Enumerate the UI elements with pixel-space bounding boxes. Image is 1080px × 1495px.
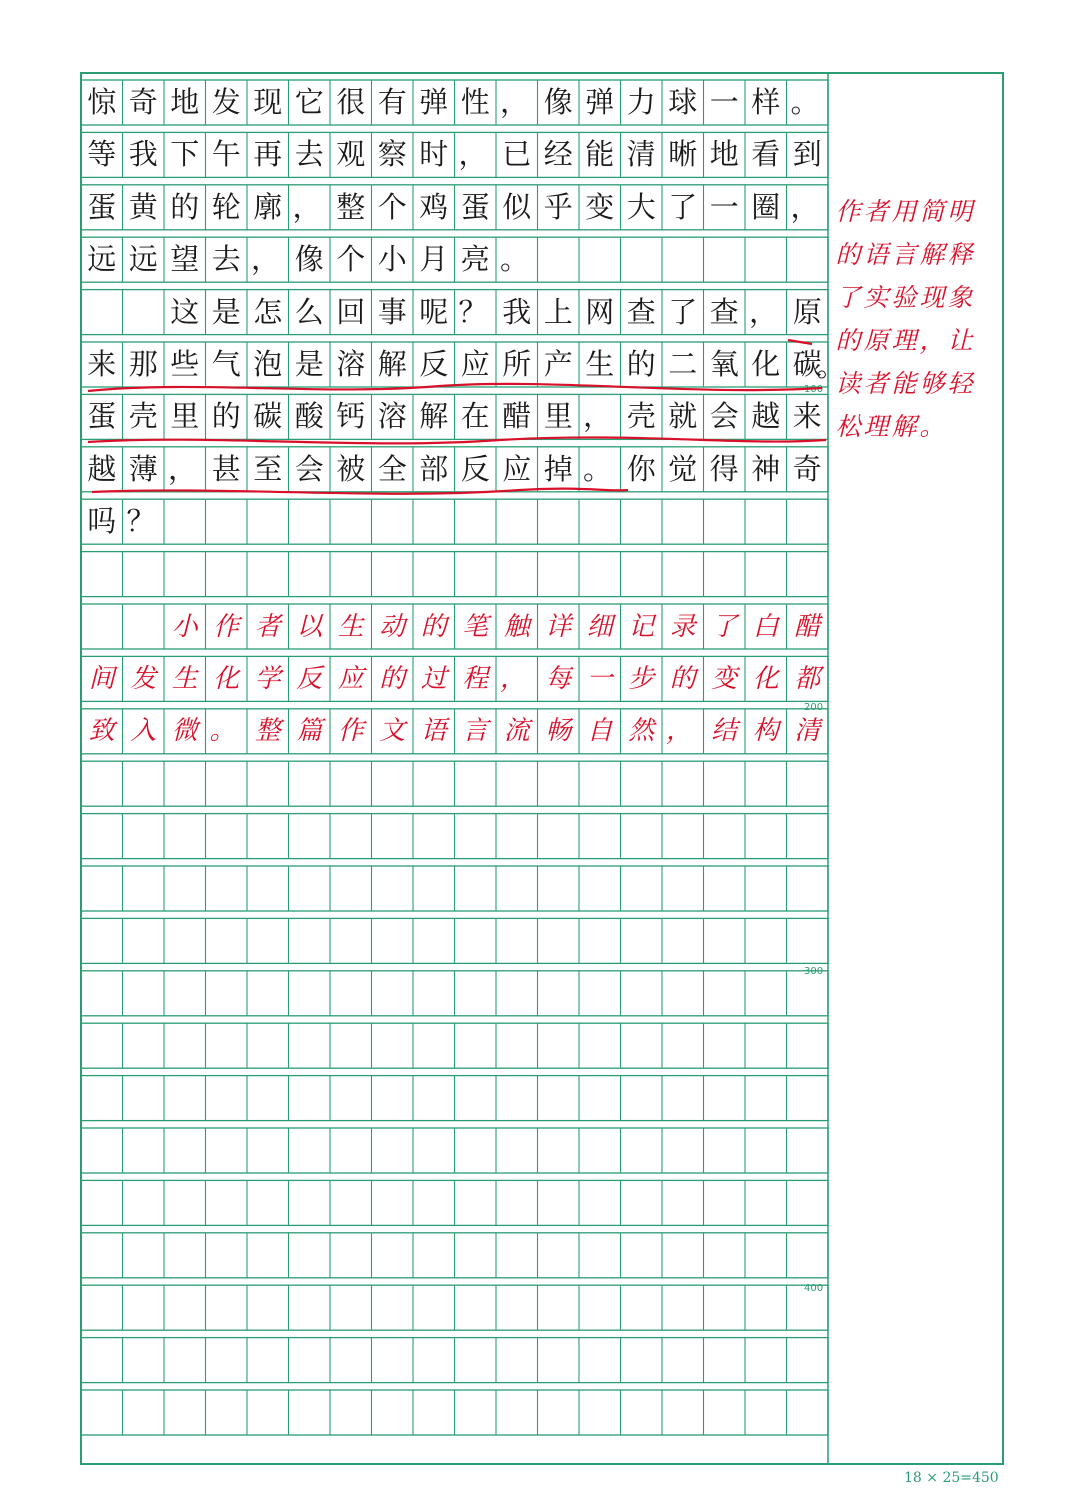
essay-char: 我 bbox=[128, 137, 158, 172]
comment-char: 现 bbox=[919, 282, 945, 312]
essay-char: 远 bbox=[87, 242, 117, 277]
margin-comment-line bbox=[834, 403, 1004, 446]
essay-char: 远 bbox=[128, 242, 158, 277]
essay-char: 轮 bbox=[211, 189, 241, 224]
essay-char: 越 bbox=[87, 451, 117, 486]
comment-char: 文 bbox=[379, 716, 406, 747]
comment-char: 理 bbox=[891, 325, 917, 355]
comment-char: 生 bbox=[171, 663, 198, 694]
comment-char: 让 bbox=[947, 325, 973, 355]
essay-char: 那 bbox=[128, 347, 158, 381]
essay-char: 掉 bbox=[543, 451, 573, 486]
essay-char: 酸 bbox=[294, 399, 324, 434]
comment-char: 够 bbox=[919, 368, 945, 398]
comment-char: 语 bbox=[420, 716, 447, 747]
essay-char: 查 bbox=[626, 294, 656, 329]
essay-char: 晰 bbox=[668, 137, 698, 172]
essay-char: 应 bbox=[502, 451, 532, 486]
comment-char: 构 bbox=[752, 716, 779, 747]
comment-char: 的 bbox=[669, 663, 696, 694]
essay-char: ， bbox=[458, 137, 488, 172]
essay-char: ， bbox=[749, 294, 779, 329]
comment-char: 笔 bbox=[462, 611, 489, 642]
essay-char: 溶 bbox=[336, 347, 366, 381]
essay-char: 壳 bbox=[626, 399, 656, 434]
essay-char: 钙 bbox=[336, 399, 366, 434]
essay-char: 弹 bbox=[419, 85, 449, 119]
essay-char: 的 bbox=[626, 347, 656, 381]
essay-char: 事 bbox=[377, 294, 407, 329]
comment-char: ， bbox=[666, 716, 693, 747]
essay-char: 黄 bbox=[128, 189, 158, 224]
essay-char: 。 bbox=[583, 451, 613, 486]
comment-char: 者 bbox=[863, 196, 889, 226]
essay-char: 看 bbox=[751, 137, 781, 172]
essay-char: ， bbox=[790, 189, 820, 224]
essay-char: 能 bbox=[585, 137, 615, 172]
comment-char: 的 bbox=[835, 239, 861, 269]
comment-char: 每 bbox=[545, 663, 572, 694]
essay-char: 醋 bbox=[502, 399, 532, 434]
essay-char: 样 bbox=[751, 85, 781, 119]
comment-char: 清 bbox=[794, 716, 821, 747]
margin-comment-line bbox=[834, 317, 1004, 360]
comment-char: 畅 bbox=[545, 716, 572, 747]
essay-char: 来 bbox=[87, 347, 117, 381]
comment-char: 语 bbox=[863, 239, 889, 269]
margin-comment-line bbox=[834, 188, 1004, 231]
essay-char: 在 bbox=[460, 399, 490, 434]
comment-char: 验 bbox=[891, 282, 917, 312]
essay-char: 去 bbox=[294, 137, 324, 172]
essay-char: 察 bbox=[377, 137, 407, 172]
overflow-period: 。 bbox=[816, 349, 846, 383]
comment-char: 动 bbox=[379, 611, 406, 642]
count-mark-200: 200 bbox=[804, 702, 824, 713]
comment-char: 程 bbox=[462, 663, 489, 694]
essay-char: 我 bbox=[502, 294, 532, 329]
comment-char: 者 bbox=[254, 611, 281, 642]
essay-char: 小 bbox=[377, 242, 407, 277]
essay-char: 会 bbox=[294, 451, 324, 486]
essay-char: 些 bbox=[170, 347, 200, 381]
essay-char: 个 bbox=[377, 189, 407, 224]
comment-char: 作 bbox=[337, 716, 364, 747]
essay-char: 产 bbox=[543, 347, 573, 381]
count-mark-100: 100 bbox=[804, 384, 824, 395]
comment-char: 能 bbox=[891, 368, 917, 398]
grid-capacity-footer: 18 × 25=450 bbox=[904, 1470, 999, 1486]
comment-char: 解 bbox=[919, 239, 945, 269]
comment-char: 变 bbox=[711, 663, 738, 694]
comment-char: 化 bbox=[752, 663, 779, 694]
comment-char: 以 bbox=[296, 611, 323, 642]
essay-char: 觉 bbox=[668, 451, 698, 486]
essay-char: 溶 bbox=[377, 399, 407, 434]
comment-char: 发 bbox=[130, 663, 157, 694]
essay-char: 全 bbox=[377, 451, 407, 486]
essay-char: 气 bbox=[211, 347, 241, 381]
essay-char: 有 bbox=[377, 85, 407, 119]
essay-char: 来 bbox=[792, 399, 822, 434]
essay-char: 一 bbox=[709, 189, 739, 224]
essay-char: ， bbox=[500, 85, 530, 119]
essay-char: 化 bbox=[751, 347, 781, 381]
essay-char: 吗 bbox=[87, 504, 117, 539]
comment-char: 触 bbox=[503, 611, 530, 642]
comment-char: 者 bbox=[863, 368, 889, 398]
essay-char: 里 bbox=[543, 399, 573, 434]
essay-char: 圈 bbox=[751, 189, 781, 224]
essay-char: ， bbox=[251, 242, 281, 277]
essay-char: 怎 bbox=[253, 294, 283, 329]
comment-char: 学 bbox=[254, 663, 281, 694]
comment-char: 用 bbox=[891, 196, 917, 226]
essay-char: 部 bbox=[419, 451, 449, 486]
comment-char: 白 bbox=[752, 611, 779, 642]
essay-char: 泡 bbox=[253, 347, 283, 381]
essay-char: 回 bbox=[336, 294, 366, 329]
essay-char: 得 bbox=[709, 451, 739, 486]
essay-char: ？ bbox=[126, 504, 156, 539]
essay-char: 。 bbox=[500, 242, 530, 277]
essay-char: 原 bbox=[792, 294, 822, 329]
margin-comment-line bbox=[834, 360, 1004, 403]
essay-char: 的 bbox=[170, 189, 200, 224]
comment-char: 的 bbox=[835, 325, 861, 355]
comment-char: 读 bbox=[835, 368, 861, 398]
essay-char: 整 bbox=[336, 189, 366, 224]
comment-char: 。 bbox=[209, 716, 236, 747]
essay-char: 午 bbox=[211, 137, 241, 172]
essay-char: 网 bbox=[585, 294, 615, 329]
essay-char: 了 bbox=[668, 294, 698, 329]
comment-char: 细 bbox=[586, 611, 613, 642]
comment-char: 过 bbox=[420, 663, 447, 694]
essay-char: 就 bbox=[668, 399, 698, 434]
essay-char: 是 bbox=[211, 294, 241, 329]
essay-char: 蛋 bbox=[460, 189, 490, 224]
comment-char: 明 bbox=[947, 196, 973, 226]
essay-char: 壳 bbox=[128, 399, 158, 434]
count-mark-300: 300 bbox=[804, 966, 824, 977]
comment-char: 录 bbox=[669, 611, 696, 642]
comment-char: 的 bbox=[379, 663, 406, 694]
essay-char: 上 bbox=[543, 294, 573, 329]
essay-char: 望 bbox=[170, 242, 200, 277]
essay-char: 这 bbox=[170, 294, 200, 329]
essay-char: 碳 bbox=[253, 399, 283, 434]
comment-char: 篇 bbox=[296, 716, 323, 747]
essay-char: 时 bbox=[419, 137, 449, 172]
essay-char: 反 bbox=[419, 347, 449, 381]
comment-char: 生 bbox=[337, 611, 364, 642]
essay-char: 氧 bbox=[709, 347, 739, 381]
comment-char: 原 bbox=[863, 325, 889, 355]
comment-char: 应 bbox=[337, 663, 364, 694]
essay-char: 。 bbox=[790, 85, 820, 119]
essay-char: 薄 bbox=[128, 451, 158, 486]
essay-char: 了 bbox=[668, 189, 698, 224]
comment-char: 记 bbox=[628, 611, 655, 642]
comment-char: 的 bbox=[420, 611, 447, 642]
comment-char: 然 bbox=[628, 716, 655, 747]
essay-char: 地 bbox=[170, 85, 200, 119]
essay-char: 力 bbox=[626, 85, 656, 119]
essay-char: 乎 bbox=[543, 189, 573, 224]
essay-char: 蛋 bbox=[87, 189, 117, 224]
essay-char: 已 bbox=[502, 137, 532, 172]
essay-char: 去 bbox=[211, 242, 241, 277]
comment-char: 步 bbox=[628, 663, 655, 694]
essay-char: 像 bbox=[294, 242, 324, 277]
comment-char: 致 bbox=[88, 716, 115, 747]
essay-char: 下 bbox=[170, 137, 200, 172]
comment-char: ， bbox=[500, 663, 527, 694]
essay-char: 弹 bbox=[585, 85, 615, 119]
comment-char: 小 bbox=[171, 611, 198, 642]
essay-char: 么 bbox=[294, 294, 324, 329]
essay-char: 等 bbox=[87, 137, 117, 172]
essay-char: 甚 bbox=[211, 451, 241, 486]
margin-comment-line bbox=[834, 231, 1004, 274]
essay-char: 奇 bbox=[792, 451, 822, 486]
comment-char: 象 bbox=[947, 282, 973, 312]
essay-char: 月 bbox=[419, 242, 449, 277]
essay-char: 蛋 bbox=[87, 399, 117, 434]
essay-char: 至 bbox=[253, 451, 283, 486]
essay-char: 二 bbox=[668, 347, 698, 381]
essay-char: 解 bbox=[419, 399, 449, 434]
comment-char: 整 bbox=[254, 716, 281, 747]
essay-char: 越 bbox=[751, 399, 781, 434]
essay-char: ， bbox=[583, 399, 613, 434]
comment-char: 自 bbox=[586, 716, 613, 747]
comment-char: 。 bbox=[919, 411, 945, 441]
comment-char: 轻 bbox=[947, 368, 973, 398]
comment-char: 流 bbox=[503, 716, 530, 747]
essay-char: 再 bbox=[253, 137, 283, 172]
essay-char: 球 bbox=[668, 85, 698, 119]
essay-char: 的 bbox=[211, 399, 241, 434]
margin-comment bbox=[834, 188, 1004, 446]
essay-char: 被 bbox=[336, 451, 366, 486]
essay-char: 会 bbox=[709, 399, 739, 434]
comment-char: 作 bbox=[213, 611, 240, 642]
essay-char: 碳 bbox=[792, 347, 822, 381]
comment-char: 松 bbox=[835, 411, 861, 441]
count-mark-400: 400 bbox=[804, 1283, 824, 1294]
essay-char: 到 bbox=[792, 137, 822, 172]
essay-char: 生 bbox=[585, 347, 615, 381]
essay-char: 像 bbox=[543, 85, 573, 119]
essay-char: 是 bbox=[294, 347, 324, 381]
essay-char: 应 bbox=[460, 347, 490, 381]
essay-char: 惊 bbox=[87, 85, 117, 119]
essay-char: 很 bbox=[336, 85, 366, 119]
essay-char: 观 bbox=[336, 137, 366, 172]
essay-char: 发 bbox=[211, 85, 241, 119]
margin-comment-line bbox=[834, 274, 1004, 317]
comment-char: 醋 bbox=[794, 611, 821, 642]
essay-char: ？ bbox=[458, 294, 488, 329]
essay-char: ， bbox=[168, 451, 198, 486]
comment-char: 言 bbox=[891, 239, 917, 269]
comment-char: 微 bbox=[171, 716, 198, 747]
essay-char: 呢 bbox=[419, 294, 449, 329]
comment-char: 言 bbox=[462, 716, 489, 747]
essay-char: 里 bbox=[170, 399, 200, 434]
essay-char: 它 bbox=[294, 85, 324, 119]
essay-char: 所 bbox=[502, 347, 532, 381]
comment-char: 了 bbox=[711, 611, 738, 642]
essay-char: 现 bbox=[253, 85, 283, 119]
comment-char: 理 bbox=[863, 411, 889, 441]
essay-char: 清 bbox=[626, 137, 656, 172]
comment-char: 结 bbox=[711, 716, 738, 747]
essay-char: 大 bbox=[626, 189, 656, 224]
essay-char: 反 bbox=[460, 451, 490, 486]
essay-char: 变 bbox=[585, 189, 615, 224]
comment-char: 释 bbox=[947, 239, 973, 269]
comment-char: 解 bbox=[891, 411, 917, 441]
essay-char: ， bbox=[292, 189, 322, 224]
comment-char: 反 bbox=[296, 663, 323, 694]
comment-char: 化 bbox=[213, 663, 240, 694]
comment-char: 间 bbox=[88, 663, 115, 694]
essay-char: 个 bbox=[336, 242, 366, 277]
essay-char: 似 bbox=[502, 189, 532, 224]
comment-char: 详 bbox=[545, 611, 572, 642]
essay-char: 奇 bbox=[128, 85, 158, 119]
essay-char: 亮 bbox=[460, 242, 490, 277]
essay-char: 廓 bbox=[253, 189, 283, 224]
comment-char: 入 bbox=[130, 716, 157, 747]
essay-char: 地 bbox=[709, 137, 739, 172]
comment-char: 都 bbox=[794, 663, 821, 694]
comment-char: 一 bbox=[586, 663, 613, 694]
comment-char: 简 bbox=[919, 196, 945, 226]
comment-char: ， bbox=[919, 325, 945, 355]
essay-char: 你 bbox=[626, 451, 656, 486]
comment-char: 作 bbox=[835, 196, 861, 226]
essay-char: 神 bbox=[751, 451, 781, 486]
comment-char: 了 bbox=[835, 282, 861, 312]
essay-char: 查 bbox=[709, 294, 739, 329]
essay-char: 鸡 bbox=[419, 189, 449, 224]
essay-char: 性 bbox=[460, 85, 490, 119]
essay-char: 经 bbox=[543, 137, 573, 172]
essay-char: 解 bbox=[377, 347, 407, 381]
essay-char: 一 bbox=[709, 85, 739, 119]
comment-char: 实 bbox=[863, 282, 889, 312]
